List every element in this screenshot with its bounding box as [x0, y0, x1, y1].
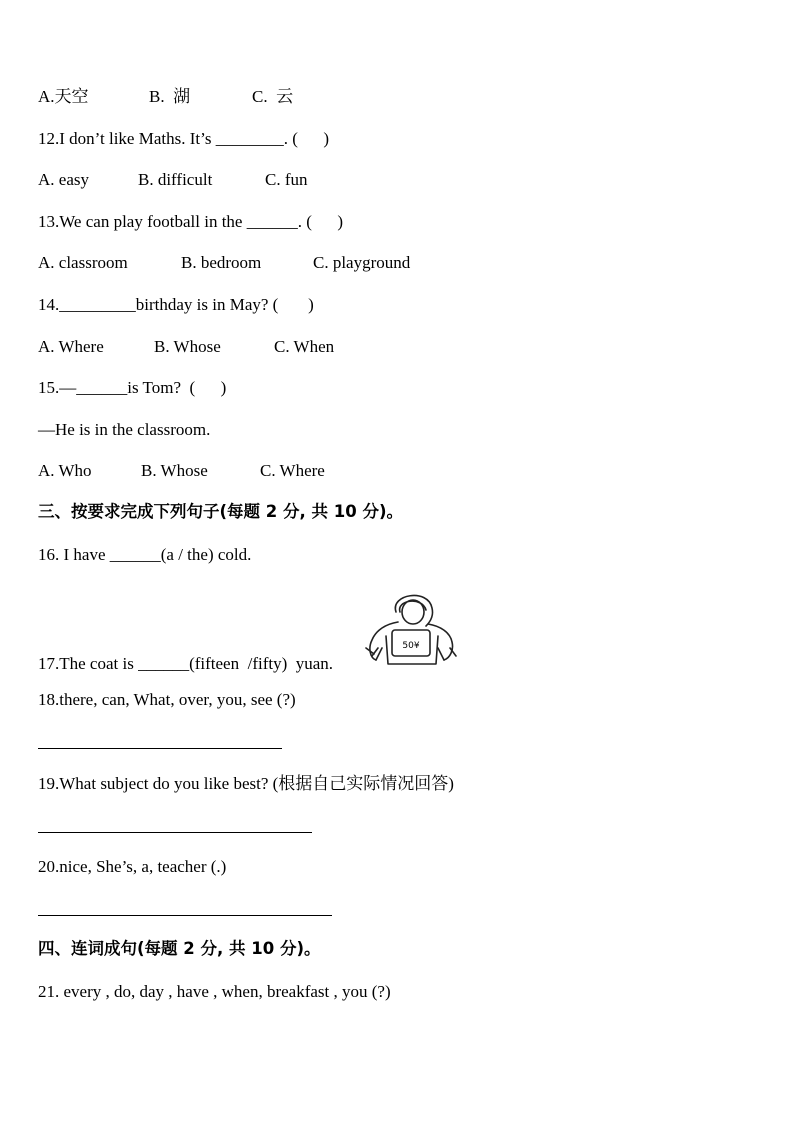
q15-option-b: B. Whose	[141, 461, 208, 480]
section-3-title: 三、按要求完成下列句子(每题 2 分, 共 10 分)。	[38, 502, 404, 521]
q12-option-b: B. difficult	[138, 170, 213, 189]
q11-option-b: B. 湖	[149, 87, 191, 106]
q12-option-c: C. fun	[265, 170, 308, 189]
q19-answer-line	[38, 832, 312, 833]
section-4-title: 四、连词成句(每题 2 分, 共 10 分)。	[38, 939, 321, 958]
coat-picture	[362, 586, 458, 672]
q11-option-c: C. 云	[252, 87, 294, 106]
q12-stem: 12.I don’t like Maths. It’s ________. ( )	[38, 129, 330, 148]
q14-option-a: A. Where	[38, 337, 104, 356]
q12-option-a: A. easy	[38, 170, 89, 189]
q13-stem: 13.We can play football in the ______. ( )	[38, 212, 344, 231]
q16-stem: 16. I have ______(a / the) cold.	[38, 545, 252, 564]
q15-option-a: A. Who	[38, 461, 92, 480]
q18-stem: 18.there, can, What, over, you, see (?)	[38, 690, 296, 709]
q13-option-c: C. playground	[313, 253, 411, 272]
q11-option-a: A.天空	[38, 87, 89, 106]
q14-option-c: C. When	[274, 337, 335, 356]
q15-option-c: C. Where	[260, 461, 325, 480]
coat-outline	[366, 596, 456, 664]
q14-stem: 14._________birthday is in May? ( )	[38, 295, 314, 314]
q20-stem: 20.nice, She’s, a, teacher (.)	[38, 857, 227, 876]
q13-option-b: B. bedroom	[181, 253, 262, 272]
coat-price-tag: 50¥	[402, 641, 420, 651]
q13-option-a: A. classroom	[38, 253, 128, 272]
q15-answer-line: —He is in the classroom.	[38, 420, 211, 439]
q20-answer-line	[38, 915, 332, 916]
q15-stem: 15.—______is Tom? ( )	[38, 378, 227, 397]
q19-stem: 19.What subject do you like best? (根据自己实际情况回答)	[38, 774, 454, 793]
q14-option-b: B. Whose	[154, 337, 221, 356]
q17-stem: 17.The coat is ______(fifteen /fifty) yuan.	[38, 654, 334, 673]
q18-answer-line	[38, 748, 282, 749]
q21-stem: 21. every , do, day , have , when, breakfast , you (?)	[38, 982, 391, 1001]
